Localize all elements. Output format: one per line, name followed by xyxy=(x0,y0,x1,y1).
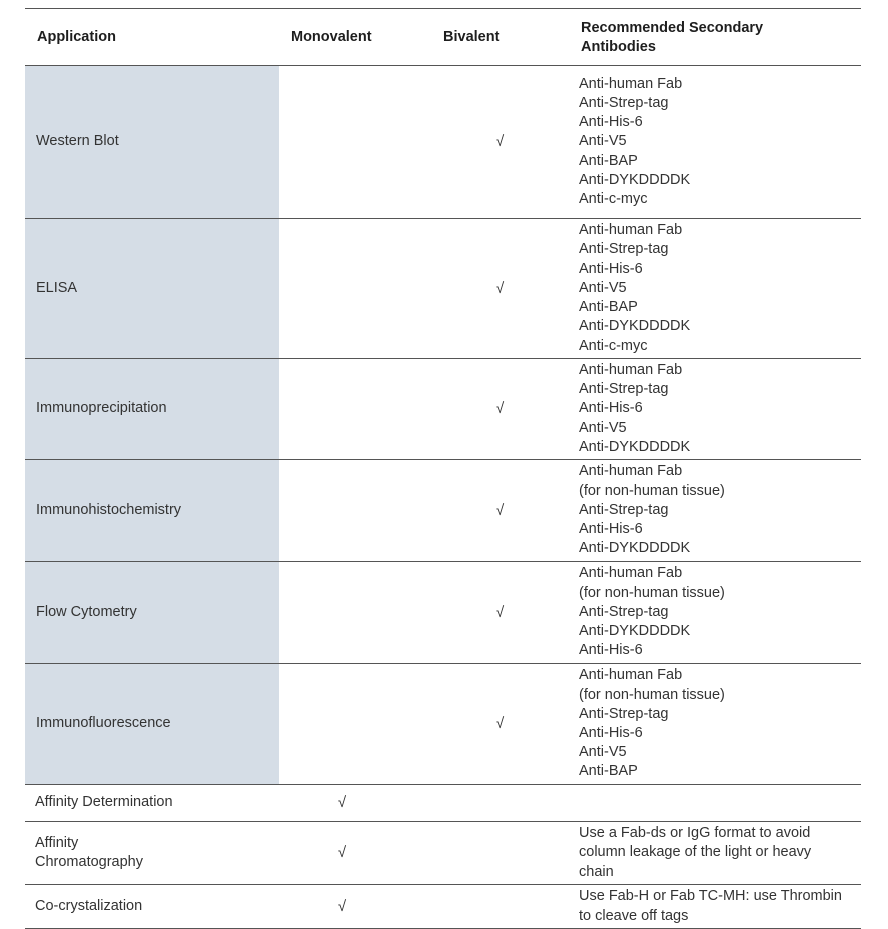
note-line: column leakage of the light or heavy xyxy=(579,844,812,861)
antibody-item: (for non-human tissue) xyxy=(579,482,725,499)
antibodies-cell xyxy=(575,562,861,664)
antibody-item: Anti-Strep-tag xyxy=(579,94,669,111)
header-secondary-antibodies xyxy=(575,9,861,66)
table-row xyxy=(25,460,861,562)
antibody-item: Anti-human Fab xyxy=(579,361,683,378)
bivalent-check xyxy=(405,785,575,822)
application-cell: Affinity Determination xyxy=(25,785,279,822)
antibody-item: (for non-human tissue) xyxy=(579,584,725,601)
bivalent-check: √ xyxy=(405,219,575,359)
bivalent-check xyxy=(405,822,575,885)
table-row xyxy=(25,885,861,929)
antibody-item: Anti-Strep-tag xyxy=(579,241,669,258)
antibody-item: Anti-BAP xyxy=(579,152,638,169)
monovalent-check xyxy=(279,219,405,359)
bivalent-check: √ xyxy=(405,66,575,219)
table-row xyxy=(25,219,861,359)
antibody-item: Anti-DYKDDDDK xyxy=(579,540,691,557)
antibody-item: Anti-DYKDDDDK xyxy=(579,171,691,188)
antibody-item: Anti-Strep-tag xyxy=(579,381,669,398)
antibody-item: Anti-DYKDDDDK xyxy=(579,318,691,335)
note-line: to cleave off tags xyxy=(579,907,689,924)
antibodies-cell xyxy=(575,359,861,460)
antibody-item: Anti-Strep-tag xyxy=(579,603,669,620)
antibody-item: Anti-His-6 xyxy=(579,521,643,538)
table-row xyxy=(25,562,861,664)
antibody-item: Anti-BAP xyxy=(579,299,638,316)
application-line: Chromatography xyxy=(35,854,143,870)
antibodies-cell xyxy=(575,822,861,885)
antibody-item: Anti-His-6 xyxy=(579,642,643,659)
header-secondary-line2: Antibodies xyxy=(581,39,656,55)
antibody-item: Anti-human Fab xyxy=(579,222,683,239)
header-bivalent: Bivalent xyxy=(405,9,575,66)
antibody-item: Anti-human Fab xyxy=(579,75,683,92)
antibody-item: Anti-Strep-tag xyxy=(579,705,669,722)
antibody-item: Anti-DYKDDDDK xyxy=(579,438,691,455)
note-line: chain xyxy=(579,863,614,880)
antibodies-cell xyxy=(575,664,861,785)
antibodies-cell xyxy=(575,460,861,562)
antibody-item: Anti-V5 xyxy=(579,133,627,150)
antibody-item: Anti-c-myc xyxy=(579,337,648,354)
application-cell: Western Blot xyxy=(25,66,279,219)
antibody-item: Anti-V5 xyxy=(579,419,627,436)
monovalent-check xyxy=(279,460,405,562)
header-row xyxy=(25,9,861,66)
application-cell xyxy=(25,822,279,885)
antibody-item: Anti-DYKDDDDK xyxy=(579,623,691,640)
antibody-item: Anti-V5 xyxy=(579,744,627,761)
table-row xyxy=(25,66,861,219)
application-cell: Flow Cytometry xyxy=(25,562,279,664)
antibody-item: Anti-BAP xyxy=(579,763,638,780)
antibody-item: Anti-human Fab xyxy=(579,463,683,480)
bivalent-check xyxy=(405,885,575,929)
table-row xyxy=(25,664,861,785)
note-line: Use a Fab-ds or IgG format to avoid xyxy=(579,825,811,842)
header-secondary-line1: Recommended Secondary xyxy=(581,20,764,36)
monovalent-check xyxy=(279,66,405,219)
application-cell: ELISA xyxy=(25,219,279,359)
monovalent-check xyxy=(279,562,405,664)
application-cell: Immunofluorescence xyxy=(25,664,279,785)
bivalent-check: √ xyxy=(405,562,575,664)
header-monovalent: Monovalent xyxy=(279,9,405,66)
table-row xyxy=(25,822,861,885)
antibodies-cell xyxy=(575,66,861,219)
antibody-item: Anti-His-6 xyxy=(579,114,643,131)
bivalent-check: √ xyxy=(405,460,575,562)
application-cell: Immunohistochemistry xyxy=(25,460,279,562)
antibodies-cell xyxy=(575,785,861,822)
antibody-item: (for non-human tissue) xyxy=(579,686,725,703)
antibody-item: Anti-His-6 xyxy=(579,260,643,277)
antibodies-cell xyxy=(575,219,861,359)
application-cell: Co-crystalization xyxy=(25,885,279,929)
antibody-item: Anti-His-6 xyxy=(579,400,643,417)
table-row xyxy=(25,359,861,460)
monovalent-check xyxy=(279,359,405,460)
bivalent-check: √ xyxy=(405,359,575,460)
monovalent-check xyxy=(279,664,405,785)
bivalent-check: √ xyxy=(405,664,575,785)
antibody-item: Anti-His-6 xyxy=(579,725,643,741)
antibody-item: Anti-Strep-tag xyxy=(579,501,669,518)
monovalent-check: √ xyxy=(279,785,405,822)
application-table xyxy=(25,8,861,929)
header-application: Application xyxy=(25,9,279,66)
note-line: Use Fab-H or Fab TC-MH: use Thrombin xyxy=(579,888,842,905)
table-row xyxy=(25,785,861,822)
antibody-item: Anti-human Fab xyxy=(579,565,683,582)
application-cell: Immunoprecipitation xyxy=(25,359,279,460)
antibody-item: Anti-V5 xyxy=(579,279,627,296)
application-line: Affinity xyxy=(35,834,79,851)
antibody-item: Anti-human Fab xyxy=(579,667,683,684)
antibodies-cell xyxy=(575,885,861,929)
antibody-item: Anti-c-myc xyxy=(579,191,648,207)
monovalent-check: √ xyxy=(279,885,405,929)
monovalent-check: √ xyxy=(279,822,405,885)
